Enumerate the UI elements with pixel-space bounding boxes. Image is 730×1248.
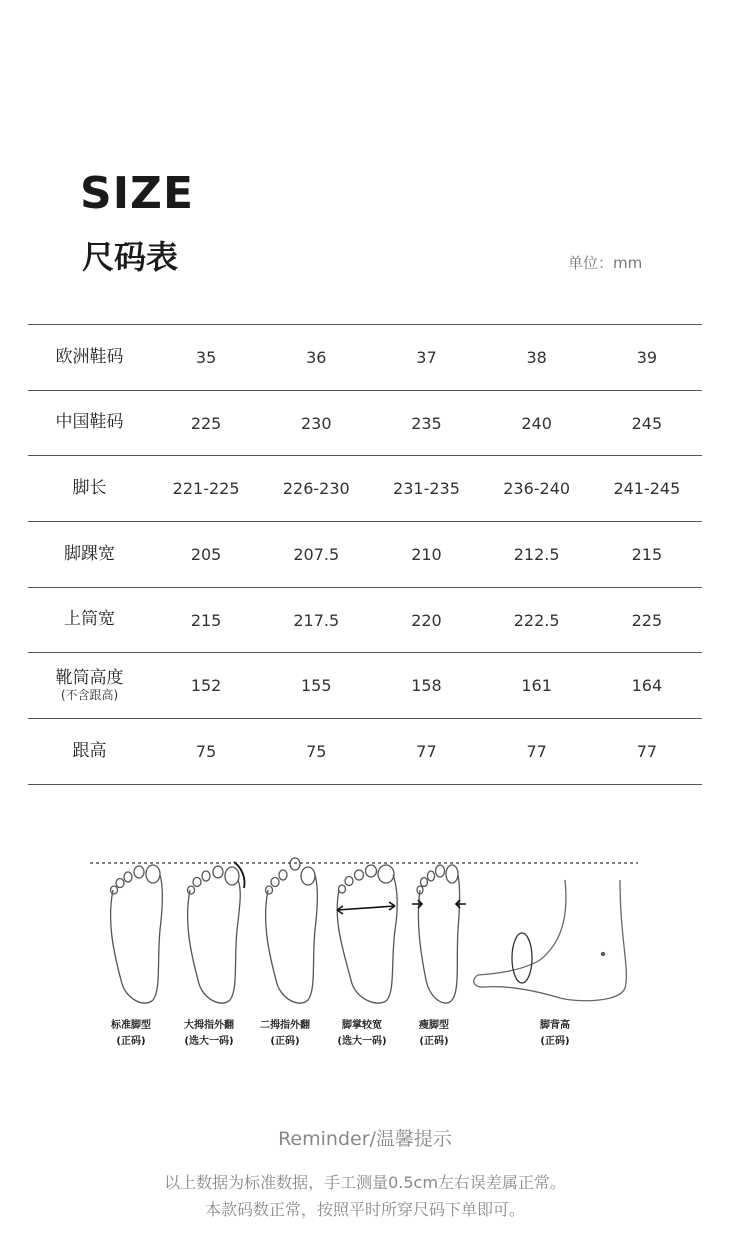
size-row bbox=[28, 390, 702, 456]
row-label-text: 中国鞋码 bbox=[55, 412, 124, 433]
foot-type-advice: (正码) bbox=[270, 1036, 300, 1047]
standard-foot-icon bbox=[111, 865, 163, 1003]
foot-type-advice: (正码) bbox=[419, 1036, 449, 1047]
size-cell: 220 bbox=[371, 587, 481, 653]
narrow-foot-icon bbox=[412, 865, 466, 1003]
size-cell: 245 bbox=[592, 390, 702, 456]
size-cell: 77 bbox=[482, 719, 592, 785]
foot-type-advice: (正码) bbox=[116, 1036, 146, 1047]
size-cell: 36 bbox=[261, 325, 371, 391]
size-cell: 161 bbox=[482, 653, 592, 719]
size-table bbox=[28, 324, 702, 785]
foot-type-advice: (正码) bbox=[540, 1036, 570, 1047]
foot-type-name: 标准脚型 bbox=[111, 1020, 151, 1031]
foot-type-advice: (选大一码) bbox=[184, 1036, 234, 1047]
row-label bbox=[28, 653, 151, 719]
size-cell: 225 bbox=[592, 587, 702, 653]
size-cell: 241-245 bbox=[592, 456, 702, 522]
size-title-cn: 尺码表 bbox=[82, 238, 179, 276]
bunion-foot-icon bbox=[188, 862, 245, 1003]
size-cell: 235 bbox=[371, 390, 481, 456]
size-row bbox=[28, 456, 702, 522]
size-cell: 39 bbox=[592, 325, 702, 391]
foot-type-name: 脚掌较宽 bbox=[342, 1020, 382, 1031]
high-instep-foot-icon bbox=[474, 880, 627, 1001]
size-row bbox=[28, 587, 702, 653]
size-cell: 230 bbox=[261, 390, 371, 456]
row-label-note: (不含跟高) bbox=[60, 687, 119, 702]
row-label-text: 脚长 bbox=[72, 477, 107, 498]
size-cell: 205 bbox=[151, 522, 261, 588]
size-cell: 77 bbox=[371, 719, 481, 785]
size-cell: 77 bbox=[592, 719, 702, 785]
size-title-en: SIZE bbox=[80, 168, 195, 219]
size-cell: 158 bbox=[371, 653, 481, 719]
size-cell: 215 bbox=[592, 522, 702, 588]
size-row bbox=[28, 522, 702, 588]
size-cell: 226-230 bbox=[261, 456, 371, 522]
foot-type-label bbox=[389, 1018, 479, 1050]
foot-type-label bbox=[86, 1018, 176, 1050]
size-cell: 207.5 bbox=[261, 522, 371, 588]
foot-type-name: 瘦脚型 bbox=[419, 1020, 449, 1031]
size-row bbox=[28, 653, 702, 719]
size-cell: 217.5 bbox=[261, 587, 371, 653]
size-cell: 225 bbox=[151, 390, 261, 456]
size-row bbox=[28, 325, 702, 391]
reminder-line-1: 以上数据为标准数据，手工测量0.5cm左右误差属正常。 bbox=[164, 1173, 566, 1192]
row-label-text: 脚踝宽 bbox=[64, 543, 115, 564]
size-cell: 155 bbox=[261, 653, 371, 719]
size-cell: 236-240 bbox=[482, 456, 592, 522]
row-label bbox=[28, 719, 151, 785]
foot-type-name: 大拇指外翻 bbox=[184, 1020, 234, 1031]
size-cell: 37 bbox=[371, 325, 481, 391]
row-label-text: 上筒宽 bbox=[64, 609, 115, 630]
row-label bbox=[28, 325, 151, 391]
second-toe-foot-icon bbox=[266, 858, 318, 1003]
row-label bbox=[28, 456, 151, 522]
size-cell: 221-225 bbox=[151, 456, 261, 522]
size-cell: 38 bbox=[482, 325, 592, 391]
reminder-line-2: 本款码数正常，按照平时所穿尺码下单即可。 bbox=[204, 1200, 525, 1219]
size-cell: 210 bbox=[371, 522, 481, 588]
size-row bbox=[28, 719, 702, 785]
row-label bbox=[28, 587, 151, 653]
foot-type-advice: (选大一码) bbox=[337, 1036, 387, 1047]
size-cell: 164 bbox=[592, 653, 702, 719]
reminder-title: Reminder/温馨提示 bbox=[278, 1128, 452, 1150]
size-cell: 75 bbox=[151, 719, 261, 785]
size-cell: 231-235 bbox=[371, 456, 481, 522]
size-cell: 212.5 bbox=[482, 522, 592, 588]
wide-foot-icon bbox=[337, 865, 397, 1003]
unit-label: 单位：mm bbox=[568, 254, 643, 272]
foot-type-name: 二拇指外翻 bbox=[260, 1020, 310, 1031]
foot-type-name: 脚背高 bbox=[540, 1020, 570, 1031]
size-cell: 35 bbox=[151, 325, 261, 391]
foot-type-label bbox=[510, 1018, 600, 1050]
size-cell: 152 bbox=[151, 653, 261, 719]
row-label bbox=[28, 522, 151, 588]
size-cell: 215 bbox=[151, 587, 261, 653]
size-cell: 222.5 bbox=[482, 587, 592, 653]
row-label bbox=[28, 390, 151, 456]
row-label-text: 跟高 bbox=[72, 740, 107, 761]
row-label-text: 靴筒高度 bbox=[55, 668, 124, 689]
size-cell: 75 bbox=[261, 719, 371, 785]
size-cell: 240 bbox=[482, 390, 592, 456]
row-label-text: 欧洲鞋码 bbox=[55, 346, 124, 367]
